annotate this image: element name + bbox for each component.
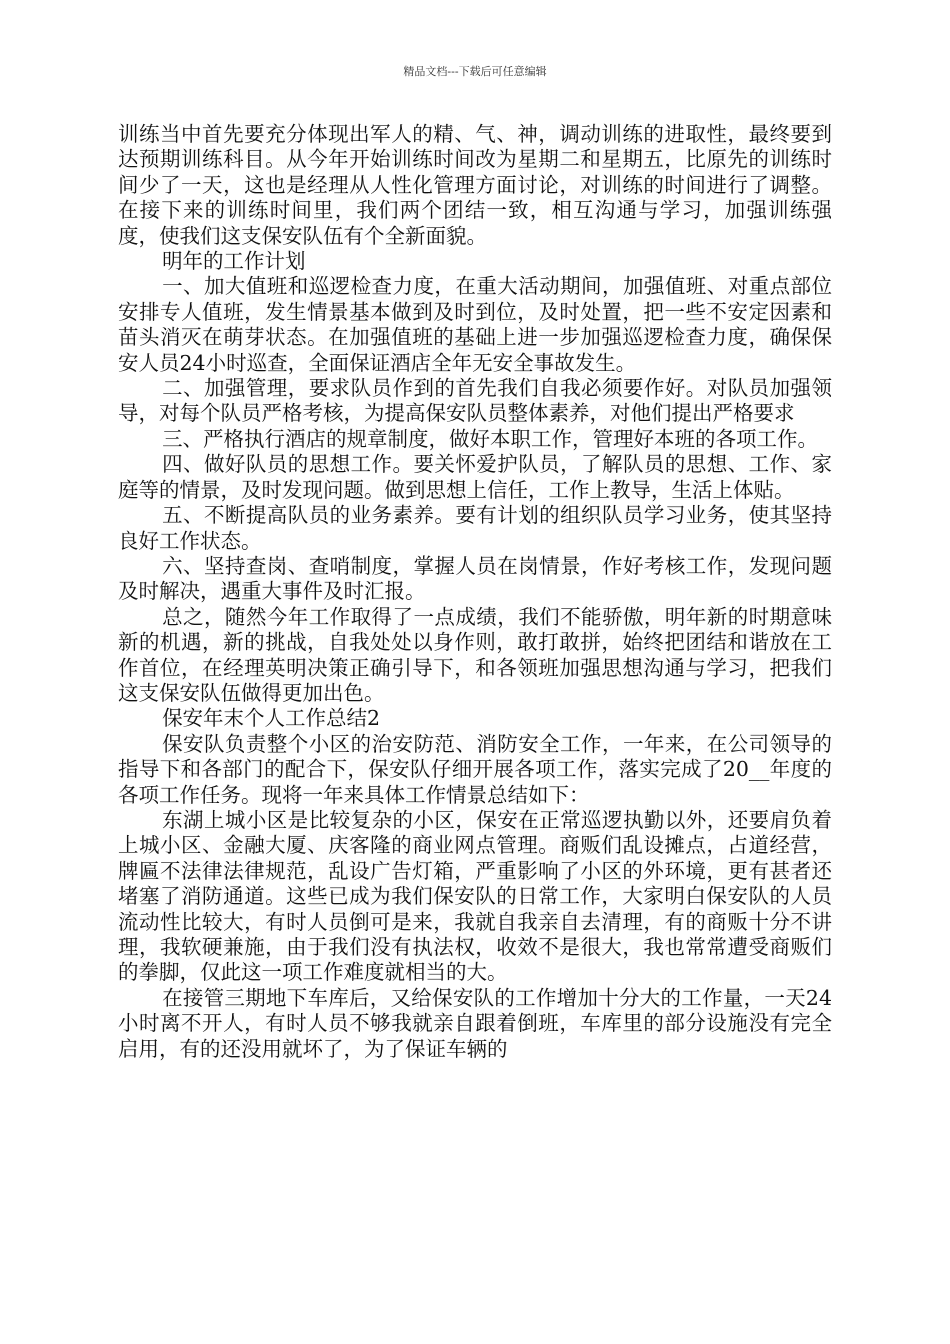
plan-item-4: 四、做好队员的思想工作。要关怀爱护队员，了解队员的思想、工作、家庭等的情景，及时发现问题。做到思想上信任，工作上教导，生活上体贴。 [118, 452, 832, 502]
paragraph-conclusion: 总之，随然今年工作取得了一点成绩，我们不能骄傲，明年新的时期意味新的机遇，新的挑战，自我处处以身作则，敢打敢拼，始终把团结和谐放在工作首位，在经理英明决策正确引导下，和各领班加强思想沟通与学习，把我们这支保安队伍做得更加出色。 [118, 604, 832, 705]
section-title-summary-2: 保安年末个人工作总结2 [162, 706, 381, 731]
heading-next-year-plan: 明年的工作计划 [162, 249, 306, 274]
plan-item-5: 五、不断提高队员的业务素养。要有计划的组织队员学习业务，使其坚持良好工作状态。 [118, 503, 832, 553]
paragraph-garage: 在接管三期地下车库后，又给保安队的工作增加十分大的工作量，一天24小时离不开人，有时人员不够我就亲自跟着倒班，车库里的部分设施没有完全启用，有的还没用就坏了，为了保证车辆的 [118, 985, 832, 1061]
paragraph-summary-intro: 保安队负责整个小区的治安防范、消防安全工作，一年来，在公司领导的指导下和各部门的配合下，保安队仔细开展各项工作，落实完成了20__年度的各项工作任务。现将一年来具体工作情景总结如下： [118, 731, 832, 807]
plan-item-3: 三、严格执行酒店的规章制度，做好本职工作，管理好本班的各项工作。 [162, 426, 819, 451]
plan-item-6: 六、坚持查岗、查哨制度，掌握人员在岗情景，作好考核工作，发现问题及时解决，遇重大事件及时汇报。 [118, 553, 832, 604]
plan-item-1: 一、加大值班和巡逻检查力度，在重大活动期间，加强值班、对重点部位安排专人值班，发生情景基本做到及时到位，及时处置，把一些不安定因素和苗头消灭在萌芽状态。在加强值班的基础上进一步加强巡逻检查力度，确保保安人员24小时巡查，全面保证酒店全年无安全事故发生。 [118, 274, 832, 375]
page-header: 精品文档---下载后可任意编辑 [403, 65, 547, 78]
paragraph-donghu-community: 东湖上城小区是比较复杂的小区，保安在正常巡逻执勤以外，还要肩负着上城小区、金融大厦、庆客隆的商业网点管理。商贩们乱设摊点，占道经营，牌匾不法律法律规范，乱设广告灯箱，严重影响了小区的外环境，更有甚者还堵塞了消防通道。这些已成为我们保安队的日常工作，大家明白保安队的人员流动性比较大，有时人员倒可是来，我就自我亲自去清理，有的商贩十分不讲理，我软硬兼施，由于我们没有执法权，收效不是很大，我也常常遭受商贩们的拳脚，仅此这一项工作难度就相当的大。 [118, 807, 832, 985]
document-body [118, 122, 832, 1062]
paragraph-training-continued: 训练当中首先要充分体现出军人的精、气、神，调动训练的进取性，最终要到达预期训练科目。从今年开始训练时间改为星期二和星期五，比原先的训练时间少了一天，这也是经理从人性化管理方面讨论，对训练的时间进行了调整。在接下来的训练时间里，我们两个团结一致，相互沟通与学习，加强训练强度，使我们这支保安队伍有个全新面貌。 [118, 122, 832, 248]
plan-item-2: 二、加强管理，要求队员作到的首先我们自我必须要作好。对队员加强领导，对每个队员严格考核，为提高保安队员整体素养，对他们提出严格要求 [118, 376, 832, 426]
